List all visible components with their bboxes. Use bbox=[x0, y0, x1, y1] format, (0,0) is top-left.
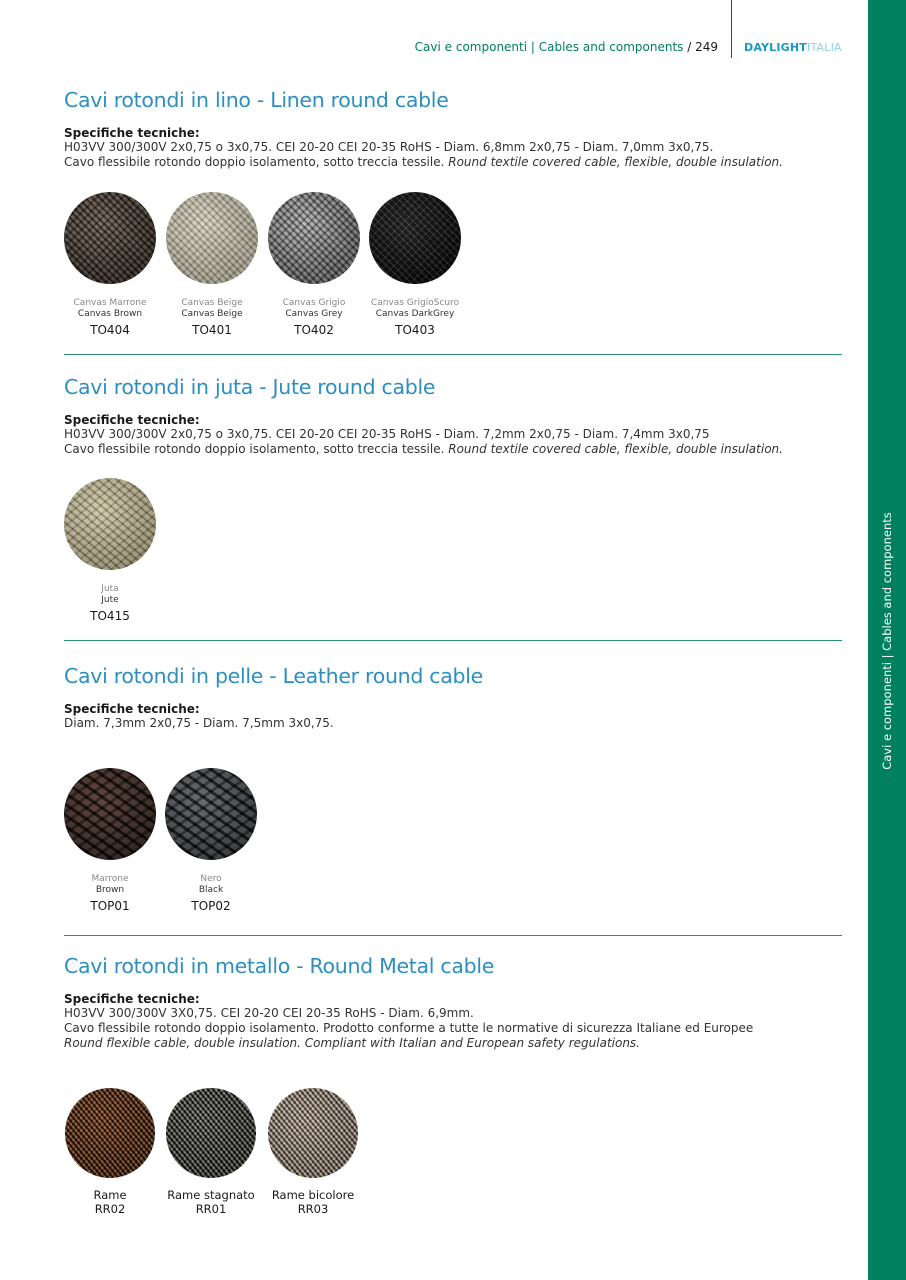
spec-label: Specifiche tecniche: bbox=[64, 992, 200, 1006]
product-code: TOP01 bbox=[90, 899, 130, 913]
product-swatch[interactable] bbox=[64, 478, 156, 624]
cable-sample-image bbox=[166, 192, 258, 284]
spec-line: Cavo flessibile rotondo doppio isolamento. Prodotto conforme a tutte le normative di sicurezza Italiane ed Europee bbox=[64, 1021, 754, 1035]
product-code: TO403 bbox=[395, 323, 435, 337]
brand-logo bbox=[744, 41, 842, 54]
product-name-it: Juta bbox=[101, 584, 119, 594]
side-tab-label: Cavi e componenti | Cables and components bbox=[880, 512, 894, 770]
section-title: Cavi rotondi in metallo - Round Metal cable bbox=[64, 954, 495, 978]
header-divider bbox=[731, 0, 732, 58]
cable-sample-image bbox=[65, 1088, 155, 1178]
brand-bold: DAYLIGHT bbox=[744, 41, 807, 54]
desc-english: Round textile covered cable, flexible, double insulation. bbox=[448, 155, 783, 169]
spec-line: H03VV 300/300V 3X0,75. CEI 20-20 CEI 20-35 RoHS - Diam. 6,9mm. bbox=[64, 1006, 474, 1020]
product-name-en: Black bbox=[198, 885, 224, 895]
product-code: RR02 bbox=[94, 1202, 126, 1216]
product-swatch[interactable] bbox=[369, 192, 461, 338]
product-name-it: Canvas Beige bbox=[181, 298, 243, 308]
section-linen bbox=[64, 88, 842, 170]
header-section-label bbox=[415, 40, 718, 54]
cable-sample-image bbox=[268, 1088, 358, 1178]
product-code: RR01 bbox=[195, 1202, 227, 1216]
desc-italian: Cavo flessibile rotondo doppio isolamento, sotto treccia tessile. bbox=[64, 155, 445, 169]
brand-light: ITALIA bbox=[807, 41, 842, 54]
product-swatch[interactable] bbox=[64, 192, 156, 338]
product-swatch[interactable] bbox=[268, 192, 360, 338]
product-name-it: Canvas GrigioScuro bbox=[370, 298, 460, 308]
header-section-title: Cavi e componenti | Cables and components bbox=[414, 40, 684, 54]
page-header bbox=[0, 38, 868, 58]
product-name-en: Canvas DarkGrey bbox=[375, 309, 455, 319]
section-divider bbox=[64, 354, 842, 355]
cable-sample-image bbox=[64, 478, 156, 570]
cable-sample-image bbox=[165, 768, 257, 860]
product-code: RR03 bbox=[297, 1202, 329, 1216]
product-name: Rame stagnato bbox=[167, 1188, 255, 1202]
section-divider bbox=[64, 935, 842, 936]
spec-label: Specifiche tecniche: bbox=[64, 126, 200, 140]
product-name-en: Brown bbox=[95, 885, 125, 895]
spec-label: Specifiche tecniche: bbox=[64, 702, 200, 716]
spec-description bbox=[64, 442, 842, 457]
section-title: Cavi rotondi in pelle - Leather round cable bbox=[64, 664, 483, 688]
section-title: Cavi rotondi in lino - Linen round cable bbox=[64, 88, 449, 112]
header-separator: / bbox=[687, 40, 696, 54]
product-swatch[interactable] bbox=[165, 1088, 257, 1216]
spec-line: H03VV 300/300V 2x0,75 o 3x0,75. CEI 20-20 CEI 20-35 RoHS - Diam. 6,8mm 2x0,75 - Diam. 7,0mm 3x0,75. bbox=[64, 140, 714, 154]
cable-sample-image bbox=[369, 192, 461, 284]
product-swatch[interactable] bbox=[64, 768, 156, 914]
spec-description bbox=[64, 155, 842, 170]
product-name: Rame bbox=[93, 1188, 127, 1202]
spec-label: Specifiche tecniche: bbox=[64, 413, 200, 427]
product-code: TO401 bbox=[192, 323, 232, 337]
product-name-en: Canvas Beige bbox=[181, 309, 243, 319]
product-code: TO404 bbox=[90, 323, 130, 337]
desc-italian: Cavo flessibile rotondo doppio isolamento, sotto treccia tessile. bbox=[64, 442, 445, 456]
cable-sample-image bbox=[64, 768, 156, 860]
product-name-it: Canvas Grigio bbox=[282, 298, 346, 308]
product-name-it: Canvas Marrone bbox=[73, 298, 147, 308]
section-divider bbox=[64, 640, 842, 641]
product-name: Rame bicolore bbox=[271, 1188, 355, 1202]
product-swatch[interactable] bbox=[165, 768, 257, 914]
product-name-it: Marrone bbox=[91, 874, 129, 884]
spec-description bbox=[64, 1036, 842, 1051]
side-tab bbox=[868, 0, 906, 1280]
product-code: TO402 bbox=[294, 323, 334, 337]
product-swatch[interactable] bbox=[64, 1088, 156, 1216]
spec-line: H03VV 300/300V 2x0,75 o 3x0,75. CEI 20-20 CEI 20-35 RoHS - Diam. 7,2mm 2x0,75 - Diam. 7,4mm 3x0,75 bbox=[64, 427, 710, 441]
product-swatch[interactable] bbox=[267, 1088, 359, 1216]
product-code: TO415 bbox=[90, 609, 130, 623]
cable-sample-image bbox=[64, 192, 156, 284]
desc-english: Round flexible cable, double insulation. Compliant with Italian and European safety regulations. bbox=[64, 1036, 640, 1050]
product-swatch[interactable] bbox=[166, 192, 258, 338]
cable-sample-image bbox=[166, 1088, 256, 1178]
section-metal bbox=[64, 954, 842, 1051]
product-name-en: Jute bbox=[101, 595, 119, 605]
section-leather bbox=[64, 664, 842, 731]
spec-line: Diam. 7,3mm 2x0,75 - Diam. 7,5mm 3x0,75. bbox=[64, 716, 334, 730]
product-code: TOP02 bbox=[191, 899, 231, 913]
product-name-en: Canvas Grey bbox=[285, 309, 343, 319]
cable-sample-image bbox=[268, 192, 360, 284]
desc-english: Round textile covered cable, flexible, double insulation. bbox=[448, 442, 783, 456]
page-number: 249 bbox=[695, 40, 718, 54]
section-jute bbox=[64, 375, 842, 457]
product-name-en: Canvas Brown bbox=[77, 309, 143, 319]
section-title: Cavi rotondi in juta - Jute round cable bbox=[64, 375, 436, 399]
product-name-it: Nero bbox=[200, 874, 222, 884]
